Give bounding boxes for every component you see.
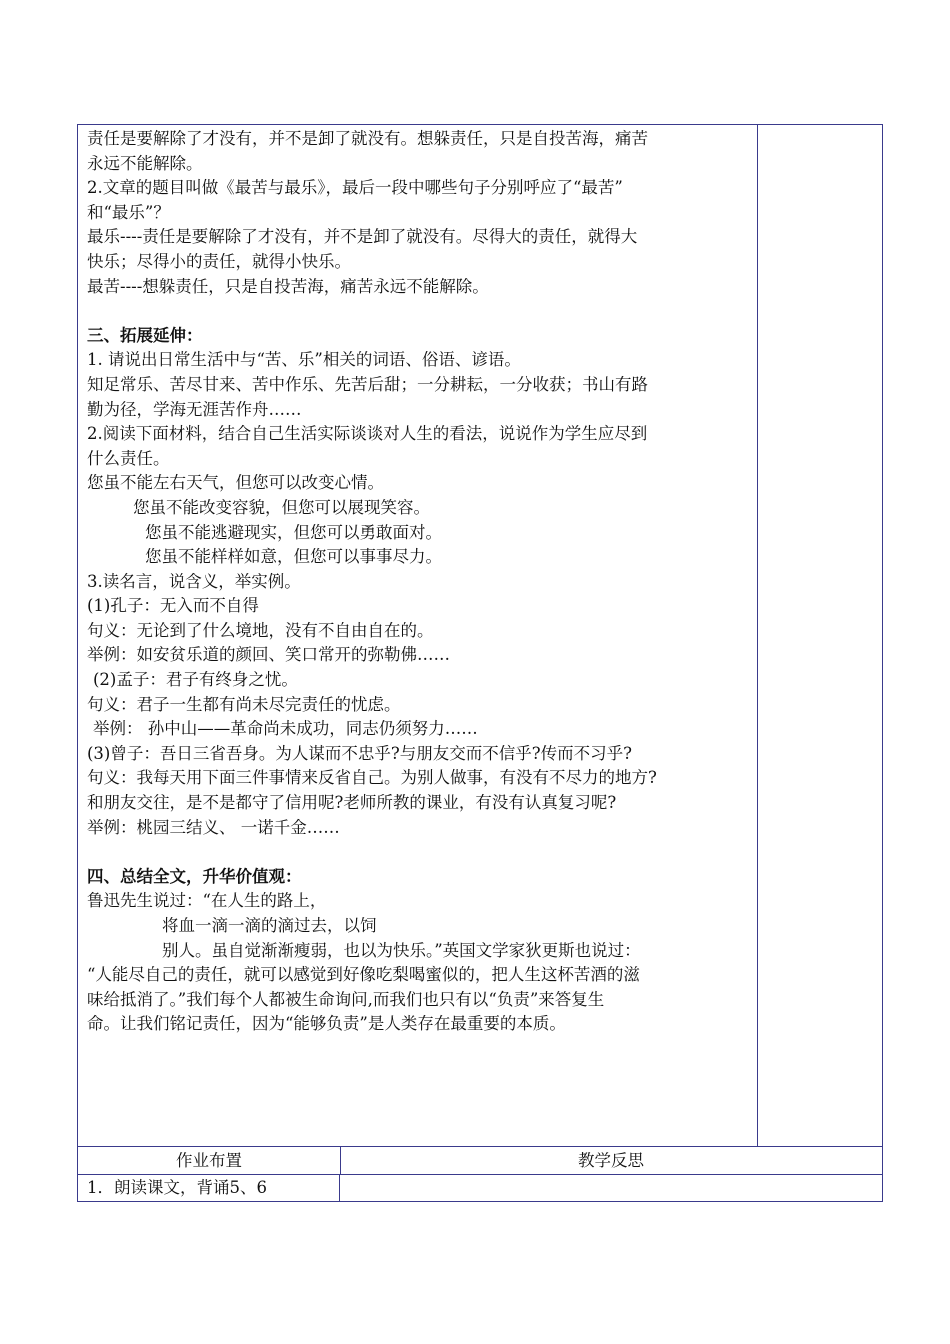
reflection-cell [340, 1175, 882, 1201]
text-line: 知足常乐、苦尽甘来、苦中作乐、先苦后甜；一分耕耘，一分收获；书山有路 [87, 374, 648, 394]
text-line: 味给抵消了。”我们每个人都被生命询问,而我们也只有以“负责”来答复生 [87, 989, 605, 1009]
text-line: 举例：桃园三结义、 一诺千金…… [87, 817, 340, 837]
lesson-content-cell [78, 125, 758, 1146]
side-notes-cell [758, 125, 882, 1146]
text-line: 将血一滴一滴的滴过去，以饲 [162, 916, 377, 935]
text-line: 句义：我每天用下面三件事情来反省自己。为别人做事，有没有不尽力的地方? [87, 768, 657, 788]
text-line: 您虽不能样样如意，但您可以事事尽力。 [145, 547, 442, 567]
text-line: 您虽不能改变容貌，但您可以展现笑容。 [133, 497, 430, 517]
text-line: 2.阅读下面材料，结合自己生活实际谈谈对人生的看法，说说作为学生应尽到 [87, 424, 648, 444]
text-line: 责任是要解除了才没有，并不是卸了就没有。想躲责任，只是自投苦海，痛苦 [87, 129, 648, 148]
homework-item: 1．朗读课文，背诵5、6 [78, 1175, 340, 1201]
text-line: 1. 请说出日常生活中与“苦、乐”相关的词语、俗语、谚语。 [87, 350, 521, 370]
text-line: 您虽不能逃避现实，但您可以勇敢面对。 [145, 522, 442, 542]
text-line: 三、拓展延伸： [87, 325, 203, 345]
table-row [78, 1174, 882, 1201]
text-line: 别人。虽自觉渐渐瘦弱，也以为快乐。”英国文学家狄更斯也说过： [162, 940, 641, 960]
text-line: 句义：君子一生都有尚未尽完责任的忧虑。 [87, 694, 401, 714]
text-line: 命。让我们铭记责任，因为“能够负责”是人类存在最重要的本质。 [87, 1014, 566, 1034]
text-line: 3.读名言，说含义，举实例。 [87, 571, 301, 591]
text-line: 句义：无论到了什么境地，没有不自由自在的。 [87, 620, 434, 640]
table-header-row [78, 1146, 882, 1174]
text-line: 2.文章的题目叫做《最苦与最乐》，最后一段中哪些句子分别呼应了“最苦” [87, 178, 623, 198]
text-line: 永远不能解除。 [87, 153, 203, 173]
blank-line [87, 299, 755, 324]
homework-header: 作业布置 [78, 1147, 341, 1174]
text-line: “人能尽自己的责任，就可以感觉到好像吃梨喝蜜似的，把人生这杯苦酒的滋 [87, 965, 640, 985]
text-line: 您虽不能左右天气，但您可以改变心情。 [87, 473, 384, 493]
text-line: (3)曾子：吾日三省吾身。为人谋而不忠乎?与朋友交而不信乎?传而不习乎? [87, 743, 632, 763]
text-line: 和“最乐”？ [87, 202, 170, 222]
text-line: 四、总结全文，升华价值观： [87, 866, 302, 886]
text-line: 快乐；尽得小的责任，就得小快乐。 [87, 251, 351, 271]
lesson-plan-table [77, 124, 883, 1202]
reflection-header: 教学反思 [578, 1151, 644, 1170]
lesson-content [87, 127, 755, 1037]
blank-line [87, 840, 755, 865]
text-line: 最乐----责任是要解除了才没有，并不是卸了就没有。尽得大的责任，就得大 [87, 227, 638, 247]
text-line: 和朋友交往，是不是都守了信用呢?老师所教的课业，有没有认真复习呢? [87, 793, 617, 813]
text-line: 鲁迅先生说过：“在人生的路上， [87, 891, 327, 911]
text-line: 最苦----想躲责任，只是自投苦海，痛苦永远不能解除。 [87, 276, 489, 296]
text-line: 举例： 孙中山——革命尚未成功，同志仍须努力…… [93, 719, 478, 739]
text-line: 什么责任。 [87, 448, 170, 468]
text-line: (1)孔子：无入而不自得 [87, 596, 259, 616]
text-line: (2)孟子：君子有终身之忧。 [93, 670, 298, 690]
text-line: 勤为径，学海无涯苦作舟…… [87, 399, 302, 419]
text-line: 举例：如安贫乐道的颜回、笑口常开的弥勒佛…… [87, 645, 450, 665]
